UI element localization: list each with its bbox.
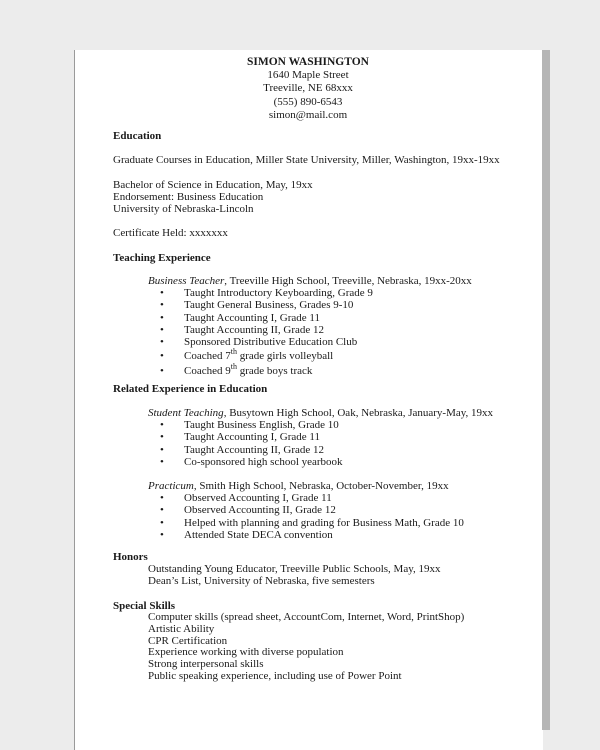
list-item: • Attended State DECA convention (160, 529, 464, 541)
list-item: • Taught Accounting I, Grade 11 (160, 312, 373, 324)
skill-item: Computer skills (spread sheet, AccountCom, Internet, Word, PrintShop) (148, 611, 465, 623)
student-teaching-bullets (160, 419, 343, 468)
education-degree: Bachelor of Science in Education, May, 19xx (113, 179, 313, 191)
list-item: • Co-sponsored high school yearbook (160, 456, 343, 468)
list-item: • Taught Accounting II, Grade 12 (160, 444, 343, 456)
education-certificate: Certificate Held: xxxxxxx (113, 227, 228, 239)
skill-item: Public speaking experience, including use of Power Point (148, 669, 402, 682)
student-teaching-position (148, 407, 493, 419)
related-heading: Related Experience in Education (113, 383, 268, 395)
education-university: University of Nebraska-Lincoln (113, 203, 254, 215)
skills-heading: Special Skills (113, 600, 176, 612)
practicum-position (148, 480, 449, 492)
applicant-name: SIMON WASHINGTON (247, 56, 369, 68)
list-item: • Taught Business English, Grade 10 (160, 419, 343, 431)
list-item: • Coached 9th grade boys track (160, 365, 373, 377)
list-item: • Coached 7th grade girls volleyball (160, 350, 373, 362)
skill-item: Strong interpersonal skills (148, 658, 264, 671)
practicum-bullets (160, 492, 464, 541)
student-teaching-place: , Busytown High School, Oak, Nebraska, January-May, 19xx (223, 407, 494, 419)
list-item: • Taught Introductory Keyboarding, Grade 9 (160, 287, 373, 299)
address-city: Treeville, NE 68xxx (263, 82, 353, 95)
honors-heading: Honors (113, 551, 148, 563)
skills-list (148, 612, 464, 683)
list-item: • Taught Accounting I, Grade 11 (160, 431, 343, 443)
skill-item: Experience working with diverse population (148, 646, 344, 659)
education-graduate: Graduate Courses in Education, Miller State University, Miller, Washington, 19xx-19xx (113, 154, 500, 166)
education-heading: Education (113, 130, 162, 142)
teaching-place: , Treeville High School, Treeville, Nebraska, 19xx-20xx (224, 275, 472, 287)
list-item: • Taught General Business, Grades 9-10 (160, 299, 373, 311)
teaching-bullets (160, 287, 373, 377)
list-item: • Helped with planning and grading for Business Math, Grade 10 (160, 517, 464, 529)
practicum-role: Practicum (148, 480, 194, 492)
education-endorsement: Endorsement: Business Education (113, 191, 264, 203)
list-item: • Observed Accounting II, Grade 12 (160, 504, 464, 516)
skill-item: CPR Certification (148, 634, 228, 647)
practicum-place: , Smith High School, Nebraska, October-November, 19xx (193, 480, 449, 492)
honors-item: Dean’s List, University of Nebraska, five semesters (148, 575, 375, 587)
email-address: simon@mail.com (268, 108, 348, 121)
list-item: • Taught Accounting II, Grade 12 (160, 324, 373, 336)
address-street: 1640 Maple Street (267, 69, 349, 82)
student-teaching-role: Student Teaching (148, 407, 224, 419)
teaching-position (148, 275, 472, 287)
list-item: • Sponsored Distributive Education Club (160, 336, 373, 348)
honors-item: Outstanding Young Educator, Treeville Public Schools, May, 19xx (148, 563, 441, 575)
page-edge-shadow (542, 50, 550, 730)
resume-header (74, 56, 542, 122)
phone-number: (555) 890-6543 (273, 95, 343, 108)
teaching-heading: Teaching Experience (113, 252, 211, 264)
teaching-role: Business Teacher (148, 275, 225, 287)
skill-item: Artistic Ability (148, 622, 215, 635)
list-item: • Observed Accounting I, Grade 11 (160, 492, 464, 504)
